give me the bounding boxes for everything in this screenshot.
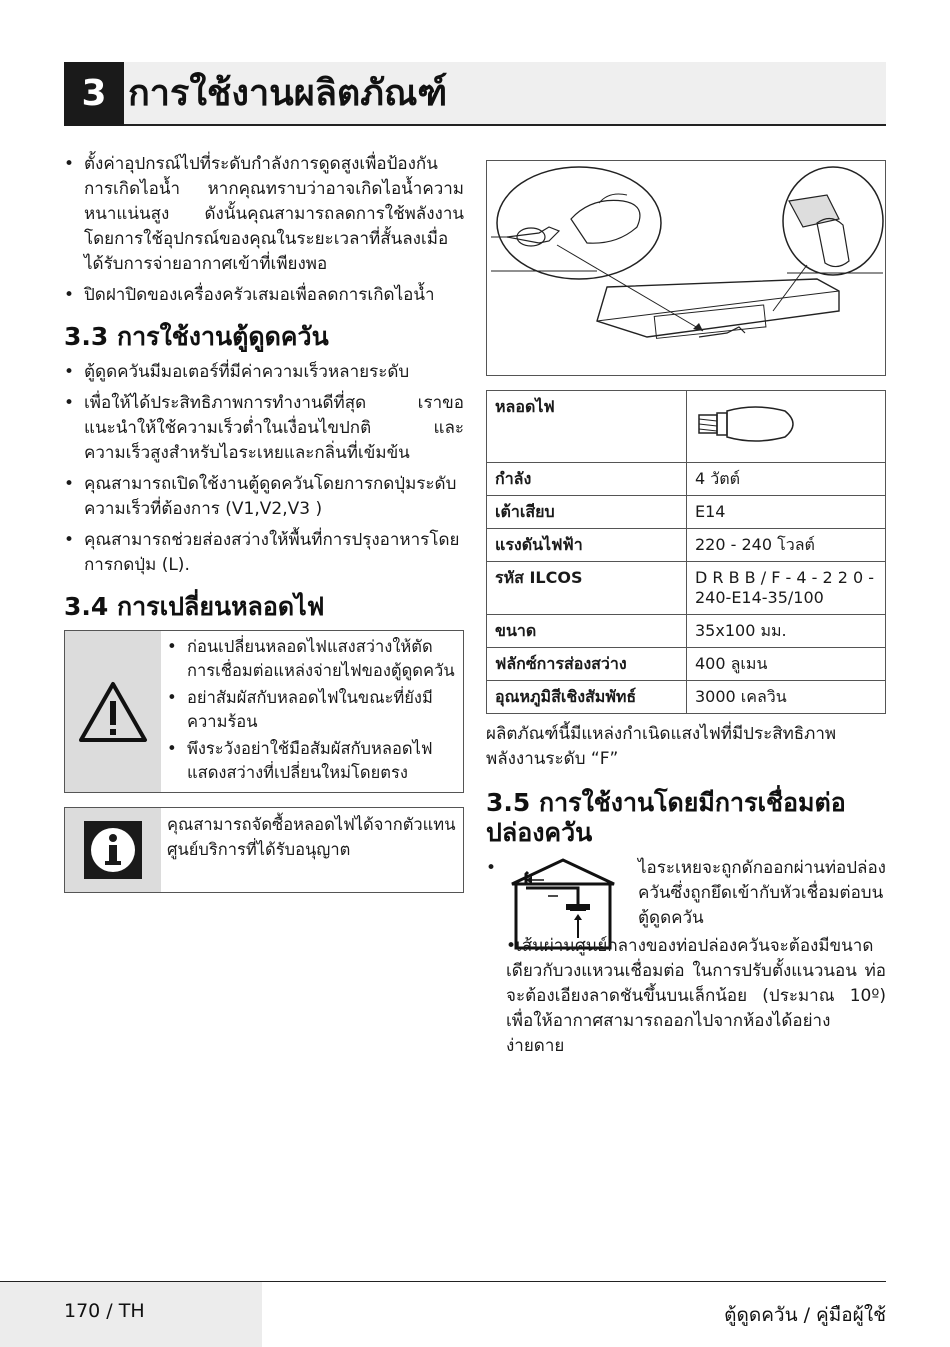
spec-value: 220 - 240 โวลต์ [687,529,886,562]
section-heading-3-3: 3.3 การใช้งานตู้ดูดควัน [64,322,329,351]
intro-bullet-list [64,152,464,308]
chimney-body-text: •เส้นผ่านศูนย์กลางของท่อปล่องควันจะต้องมีขนาดเดียวกับวงแหวนเชื่อมต่อ ในการปรับตั้งแนวนอน ท่อจะต้องเอียงลาดชันขึ้นบนเล็กน้อย (ประมาณ 10º) เพื่อให้อากาศสามารถออกไปจากห้องได้อย่างง่ายดาย [506,936,886,1056]
chapter-title: การใช้งานผลิตภัณฑ์ [128,73,448,114]
spec-key: หลอดไฟ [487,391,687,463]
section-heading-3-4: 3.4 การเปลี่ยนหลอดไฟ [64,592,325,621]
footer-divider [0,1281,886,1282]
list-item: • คุณสามารถช่วยส่องสว่างให้พื้นที่การปรุงอาหารโดยการกดปุ่ม (L). [64,528,464,578]
table-row [487,562,886,615]
spec-value: 4 วัตต์ [687,463,886,496]
info-text: คุณสามารถจัดซื้อหลอดไฟได้จากตัวแทนศูนย์บริการที่ได้รับอนุญาต [167,815,456,859]
left-column [64,152,464,893]
spec-value: D R B B / F - 4 - 2 2 0 - 240-E14-35/100 [687,562,886,615]
list-item: • พึงระวังอย่าใช้มือสัมผัสกับหลอดไฟแสดงสว่างที่เปลี่ยนใหม่โดยตรง [167,737,457,785]
hood-lamp-diagram [487,161,885,375]
list-item: • ตู้ดูดควันมีมอเตอร์ที่มีค่าความเร็วหลายระดับ [64,360,464,385]
warning-box [64,630,464,793]
table-row [487,529,886,562]
table-row [487,391,886,463]
info-text-cell [161,808,463,892]
warning-triangle-icon [78,681,148,743]
lamp-replacement-illustration [486,160,886,376]
page-number: 170 / TH [64,1300,145,1322]
list-item: • ปิดฝาปิดของเครื่องครัวเสมอเพื่อลดการเกิดไอน้ำ [64,283,464,308]
table-row [487,648,886,681]
spec-value: 35x100 มม. [687,615,886,648]
bullet-dot: • [486,858,497,878]
table-row [487,463,886,496]
spec-value-lamp-image [687,391,886,463]
warning-bullet-list [167,635,457,785]
chapter-number: 3 [64,62,124,126]
chimney-connection-block [486,856,886,1086]
spec-key: อุณหภูมิสีเชิงสัมพัทธ์ [487,681,687,714]
table-row [487,496,886,529]
warning-icon-cell [65,631,161,792]
list-item: • ตั้งค่าอุปกรณ์ไปที่ระดับกำลังการดูดสูงเพื่อป้องกันการเกิดไอน้ำ หากคุณทราบว่าอาจเกิดไอน้ำความหนาแน่นสูง ดังนั้นคุณสามารถลดการใช้พลังงานโดยการใช้อุปกรณ์ของคุณในระยะเวลาที่สั้นลงเมื่อได้รับการจ่ายอากาศเข้าที่เพียงพอ [64,152,464,277]
spec-key: กำลัง [487,463,687,496]
spec-key: แรงดันไฟฟ้า [487,529,687,562]
candle-lamp-icon [695,397,805,451]
chimney-side-text: ไอระเหยจะถูกดักออกผ่านท่อปล่องควันซึ่งถูกยึดเข้ากับหัวเชื่อมต่อบนตู้ดูดควัน [638,858,886,928]
spec-key: ฟลักซ์การส่องสว่าง [487,648,687,681]
warning-text [161,631,463,792]
efficiency-text: ผลิตภัณฑ์นี้มีแหล่งกำเนิดแสงไฟที่มีประสิทธิภาพพลังงานระดับ “F” [486,724,837,769]
table-row [487,681,886,714]
table-row [487,615,886,648]
spec-key: รหัส ILCOS [487,562,687,615]
list-item: • ก่อนเปลี่ยนหลอดไฟแสงสว่างให้ตัดการเชื่อมต่อแหล่งจ่ายไฟของตู้ดูดควัน [167,635,457,683]
section-3-3-bullet-list [64,360,464,578]
info-box [64,807,464,893]
list-item: • อย่าสัมผัสกับหลอดไฟในขณะที่ยังมีความร้อน [167,686,457,734]
spec-key: เต้าเสียบ [487,496,687,529]
lamp-spec-table [486,390,886,714]
info-icon-cell [65,808,161,892]
spec-value: 400 ลูเมน [687,648,886,681]
right-column [486,160,886,1086]
spec-key: ขนาด [487,615,687,648]
spec-value: 3000 เคลวิน [687,681,886,714]
list-item: • คุณสามารถเปิดใช้งานตู้ดูดควันโดยการกดปุ่มระดับความเร็วที่ต้องการ (V1,V2,V3 ) [64,472,464,522]
section-heading-3-5: 3.5 การใช้งานโดยมีการเชื่อมต่อปล่องควัน [486,788,846,847]
spec-value: E14 [687,496,886,529]
chapter-header [64,62,886,126]
info-icon [84,821,142,879]
list-item: • เพื่อให้ได้ประสิทธิภาพการทำงานดีที่สุด เราขอแนะนำให้ใช้ความเร็วต่ำในเงื่อนไขปกติ และความเร็วสูงสำหรับไอระเหยและกลิ่นที่เข้มข้น [64,391,464,466]
document-title: ตู้ดูดควัน / คู่มือผู้ใช้ [724,1304,886,1326]
